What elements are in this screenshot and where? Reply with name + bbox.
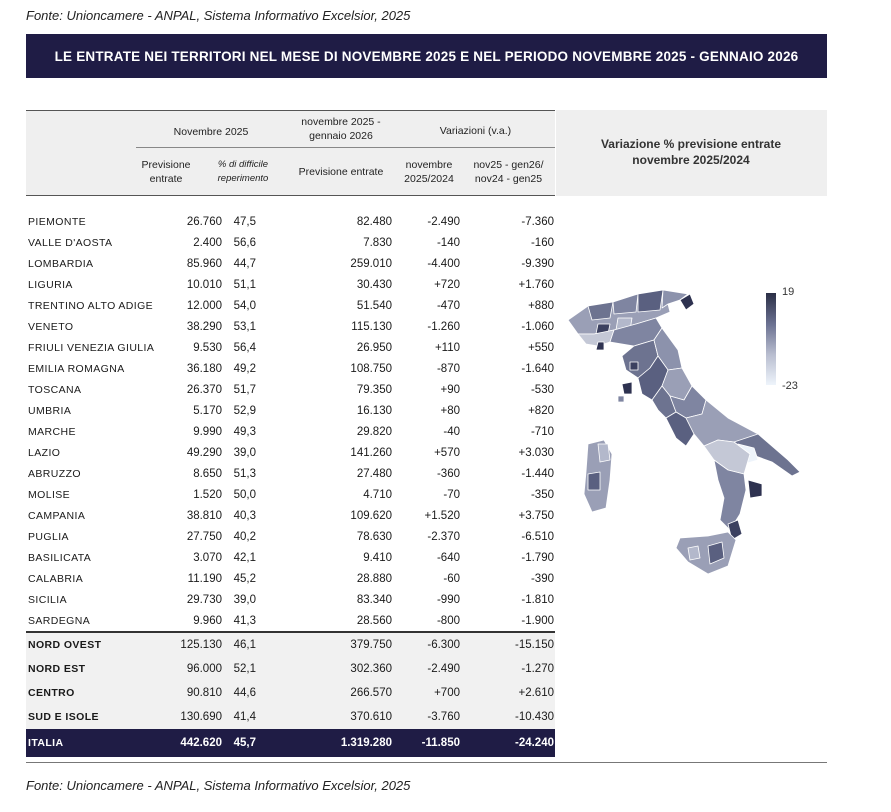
- header-group-period: novembre 2025 - gennaio 2026: [301, 116, 381, 142]
- report-title: LE ENTRATE NEI TERRITORI NEL MESE DI NOVEMBRE 2025 E NEL PERIODO NOVEMBRE 2025 - GENNAIO 2026: [26, 34, 827, 78]
- cell-var-period: -1.270: [521, 663, 554, 675]
- cell-forecast: 11.190: [187, 573, 222, 585]
- cell-forecast: 1.520: [193, 489, 222, 501]
- cell-forecast: 36.180: [186, 363, 222, 375]
- region-name: MOLISE: [28, 489, 71, 501]
- cell-var-november: +720: [434, 279, 460, 291]
- table-row: [26, 612, 555, 633]
- region-name: EMILIA ROMAGNA: [28, 363, 125, 375]
- cell-forecast-period: 259.010: [350, 258, 392, 270]
- header-bottom-rule: [26, 195, 555, 196]
- cell-var-period: -10.430: [514, 711, 554, 723]
- total-name: ITALIA: [28, 737, 64, 749]
- cell-var-november: -2.490: [427, 216, 460, 228]
- cell-var-period: -1.060: [521, 321, 554, 333]
- area-row: [26, 657, 555, 681]
- area-name: NORD OVEST: [28, 639, 102, 651]
- map-title: Variazione % previsione entrate novembre 2025/2024: [600, 137, 782, 167]
- table-row: [26, 255, 555, 276]
- cell-forecast-period: 266.570: [350, 687, 392, 699]
- cell-var-november: -1.260: [427, 321, 460, 333]
- cell-var-november: +80: [440, 405, 460, 417]
- cell-forecast: 130.690: [180, 711, 222, 723]
- table-row: [26, 339, 555, 360]
- region-name: MARCHE: [28, 426, 76, 438]
- area-name: SUD E ISOLE: [28, 711, 99, 723]
- cell-difficulty: 52,9: [233, 405, 256, 417]
- cell-var-november: -800: [436, 615, 460, 627]
- table-row: [26, 381, 555, 402]
- region-name: UMBRIA: [28, 405, 72, 417]
- cell-difficulty: 39,0: [233, 594, 256, 606]
- area-name: NORD EST: [28, 663, 86, 675]
- cell-forecast: 90.810: [186, 687, 222, 699]
- cell-difficulty: 52,1: [233, 663, 256, 675]
- region-name: FRIULI VENEZIA GIULIA: [28, 342, 155, 354]
- cell-forecast-period: 4.710: [363, 489, 392, 501]
- cell-difficulty: 53,1: [233, 321, 256, 333]
- region-name: CAMPANIA: [28, 510, 86, 522]
- cell-forecast-period: 28.560: [356, 615, 392, 627]
- cell-forecast: 38.290: [186, 321, 222, 333]
- cell-var-period: -160: [530, 237, 554, 249]
- cell-forecast: 96.000: [186, 663, 222, 675]
- cell-var-november: -640: [436, 552, 460, 564]
- cell-forecast: 85.960: [186, 258, 222, 270]
- cell-forecast-period: 82.480: [356, 216, 392, 228]
- area-row: [26, 681, 555, 705]
- cell-forecast-period: 115.130: [351, 321, 392, 333]
- cell-var-period: +820: [528, 405, 554, 417]
- legend-max-label: 19: [782, 286, 795, 298]
- cell-var-november: -70: [443, 489, 460, 501]
- region-name: ABRUZZO: [28, 468, 81, 480]
- cell-forecast: 5.170: [193, 405, 222, 417]
- region-name: PIEMONTE: [28, 216, 87, 228]
- cell-forecast-period: 30.430: [356, 279, 392, 291]
- cell-difficulty: 41,4: [233, 711, 256, 723]
- cell-difficulty: 45,7: [233, 737, 256, 749]
- cell-difficulty: 51,3: [233, 468, 256, 480]
- area-name: CENTRO: [28, 687, 75, 699]
- cell-var-period: -1.790: [521, 552, 554, 564]
- cell-var-period: -1.810: [521, 594, 554, 606]
- cell-difficulty: 40,3: [233, 510, 256, 522]
- cell-forecast-period: 78.630: [356, 531, 392, 543]
- area-row: [26, 705, 555, 729]
- cell-forecast: 9.990: [193, 426, 222, 438]
- cell-var-november: -60: [443, 573, 460, 585]
- cell-var-period: -350: [530, 489, 554, 501]
- table-row: [26, 528, 555, 549]
- cell-var-november: -4.400: [427, 258, 460, 270]
- cell-forecast: 442.620: [180, 737, 222, 749]
- cell-forecast: 26.760: [186, 216, 222, 228]
- table-row: [26, 465, 555, 486]
- header-col-var-period: nov25 - gen26/ nov24 - gen25: [473, 159, 544, 185]
- cell-var-period: -530: [530, 384, 554, 396]
- cell-forecast-period: 28.880: [356, 573, 392, 585]
- cell-difficulty: 50,0: [233, 489, 256, 501]
- cell-forecast: 2.400: [193, 237, 222, 249]
- cell-difficulty: 40,2: [233, 531, 256, 543]
- region-name: SARDEGNA: [28, 615, 91, 627]
- cell-var-november: -140: [436, 237, 460, 249]
- source-note-bottom: Fonte: Unioncamere - ANPAL, Sistema Informativo Excelsior, 2025: [26, 778, 411, 793]
- cell-var-period: -7.360: [521, 216, 554, 228]
- cell-forecast-period: 9.410: [363, 552, 392, 564]
- table-row: [26, 276, 555, 297]
- cell-var-november: -2.370: [427, 531, 460, 543]
- header-group-november: Novembre 2025: [173, 126, 249, 138]
- table-row: [26, 360, 555, 381]
- total-row: [26, 729, 555, 757]
- cell-difficulty: 49,2: [233, 363, 256, 375]
- cell-difficulty: 39,0: [233, 447, 256, 459]
- region-name: TRENTINO ALTO ADIGE: [28, 300, 154, 312]
- map-legend-scale: [766, 293, 776, 385]
- cell-forecast-period: 302.360: [350, 663, 392, 675]
- cell-forecast: 9.530: [193, 342, 222, 354]
- region-name: CALABRIA: [28, 573, 84, 585]
- cell-var-period: +880: [528, 300, 554, 312]
- cell-forecast: 49.290: [186, 447, 222, 459]
- cell-var-november: +570: [434, 447, 460, 459]
- cell-var-period: +3.750: [518, 510, 554, 522]
- legend-min-label: -23: [782, 380, 798, 392]
- cell-forecast-period: 26.950: [356, 342, 392, 354]
- header-col-var-november: novembre 2025/2024: [404, 159, 454, 185]
- region-name: VENETO: [28, 321, 74, 333]
- cell-difficulty: 44,6: [233, 687, 256, 699]
- table-row: [26, 213, 555, 234]
- header-top-rule: [26, 110, 555, 111]
- region-name: LAZIO: [28, 447, 61, 459]
- cell-var-period: -15.150: [514, 639, 554, 651]
- cell-forecast-period: 379.750: [350, 639, 392, 651]
- cell-difficulty: 47,5: [233, 216, 256, 228]
- cell-var-period: -6.510: [521, 531, 554, 543]
- header-col-difficulty: % di difficile reperimento: [217, 159, 269, 184]
- table-row: [26, 402, 555, 423]
- table-row: [26, 486, 555, 507]
- cell-forecast: 12.000: [186, 300, 222, 312]
- cell-forecast: 27.750: [186, 531, 222, 543]
- cell-difficulty: 44,7: [233, 258, 256, 270]
- cell-var-period: -390: [530, 573, 554, 585]
- cell-var-november: -6.300: [427, 639, 460, 651]
- cell-var-period: -9.390: [521, 258, 554, 270]
- cell-forecast-period: 1.319.280: [340, 737, 392, 749]
- cell-difficulty: 41,3: [233, 615, 256, 627]
- table-row: [26, 444, 555, 465]
- cell-forecast-period: 109.620: [350, 510, 392, 522]
- region-name: TOSCANA: [28, 384, 82, 396]
- cell-var-period: -1.440: [521, 468, 554, 480]
- cell-difficulty: 46,1: [233, 639, 256, 651]
- cell-var-november: -2.490: [427, 663, 460, 675]
- cell-var-november: -360: [436, 468, 460, 480]
- cell-var-period: +3.030: [518, 447, 554, 459]
- cell-forecast-period: 7.830: [363, 237, 392, 249]
- cell-var-november: -11.850: [421, 737, 460, 749]
- cell-forecast-period: 141.260: [350, 447, 392, 459]
- source-note-top: Fonte: Unioncamere - ANPAL, Sistema Informativo Excelsior, 2025: [26, 8, 411, 23]
- cell-forecast: 8.650: [193, 468, 222, 480]
- cell-var-period: -24.240: [514, 737, 554, 749]
- cell-forecast-period: 51.540: [356, 300, 392, 312]
- cell-var-period: -1.900: [521, 615, 554, 627]
- table-row: [26, 234, 555, 255]
- cell-difficulty: 45,2: [233, 573, 256, 585]
- cell-forecast-period: 370.610: [350, 711, 392, 723]
- cell-var-november: -990: [436, 594, 460, 606]
- cell-var-period: -710: [530, 426, 554, 438]
- region-name: LIGURIA: [28, 279, 73, 291]
- cell-var-november: -40: [443, 426, 460, 438]
- cell-difficulty: 56,6: [233, 237, 256, 249]
- table-row: [26, 570, 555, 591]
- cell-forecast: 38.810: [186, 510, 222, 522]
- cell-forecast-period: 108.750: [350, 363, 392, 375]
- table-row: [26, 297, 555, 318]
- cell-var-november: -870: [436, 363, 460, 375]
- table-row: [26, 318, 555, 339]
- cell-forecast: 125.130: [180, 639, 222, 651]
- region-name: LOMBARDIA: [28, 258, 94, 270]
- cell-var-period: +550: [528, 342, 554, 354]
- cell-var-period: +2.610: [518, 687, 554, 699]
- cell-difficulty: 56,4: [233, 342, 256, 354]
- header-group-variations: Variazioni (v.a.): [439, 125, 512, 137]
- cell-forecast: 29.730: [186, 594, 222, 606]
- cell-difficulty: 51,1: [233, 279, 256, 291]
- cell-forecast: 9.960: [193, 615, 222, 627]
- cell-difficulty: 49,3: [233, 426, 256, 438]
- cell-var-november: +700: [434, 687, 460, 699]
- cell-var-period: +1.760: [518, 279, 554, 291]
- table-row: [26, 423, 555, 444]
- cell-var-november: +1.520: [424, 510, 460, 522]
- cell-forecast-period: 29.820: [356, 426, 392, 438]
- table-row: [26, 549, 555, 570]
- cell-forecast: 26.370: [186, 384, 222, 396]
- cell-var-november: -470: [436, 300, 460, 312]
- cell-forecast: 3.070: [193, 552, 222, 564]
- region-name: SICILIA: [28, 594, 67, 606]
- cell-difficulty: 51,7: [233, 384, 256, 396]
- table-row: [26, 507, 555, 528]
- cell-var-november: -3.760: [427, 711, 460, 723]
- cell-var-november: +110: [434, 342, 460, 354]
- cell-var-november: +90: [440, 384, 460, 396]
- header-group-rule: [136, 147, 555, 148]
- region-name: PUGLIA: [28, 531, 69, 543]
- header-col-forecast: Previsione entrate: [141, 159, 191, 185]
- table-row: [26, 591, 555, 612]
- cell-forecast-period: 79.350: [356, 384, 392, 396]
- cell-difficulty: 54,0: [233, 300, 256, 312]
- cell-difficulty: 42,1: [233, 552, 256, 564]
- area-row: [26, 633, 555, 657]
- header-col-forecast-period: Previsione entrate: [298, 166, 384, 178]
- footer-rule: [26, 762, 827, 763]
- region-name: VALLE D'AOSTA: [28, 237, 113, 249]
- cell-forecast: 10.010: [186, 279, 222, 291]
- cell-forecast-period: 83.340: [356, 594, 392, 606]
- cell-var-period: -1.640: [521, 363, 554, 375]
- region-name: BASILICATA: [28, 552, 92, 564]
- cell-forecast-period: 16.130: [356, 405, 392, 417]
- cell-forecast-period: 27.480: [356, 468, 392, 480]
